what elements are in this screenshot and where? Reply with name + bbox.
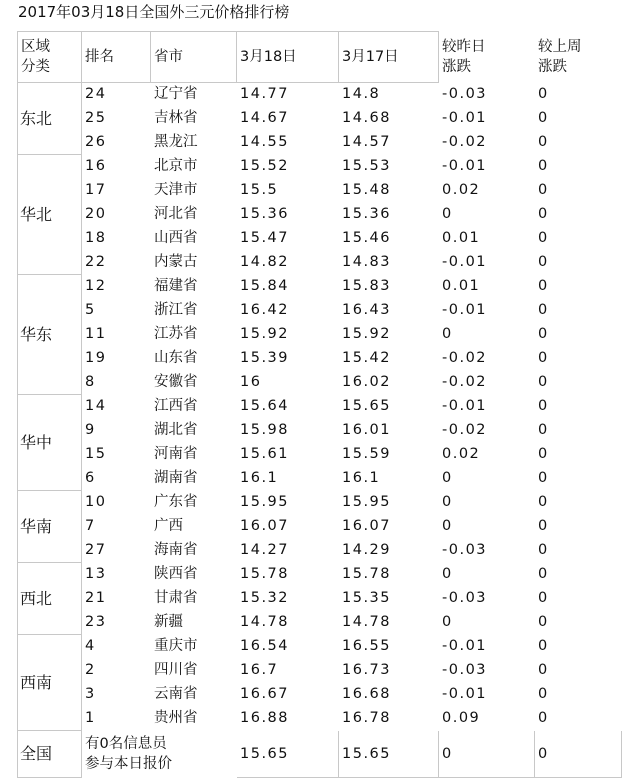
region-cell: 东北: [18, 83, 82, 155]
province-cell: 江苏省: [154, 326, 198, 342]
price-prev-cell: 15.65: [342, 398, 392, 414]
change-day-cell: 0: [442, 518, 453, 534]
region-cell: 西北: [18, 563, 82, 635]
table-body: [18, 83, 622, 731]
table-row: [18, 635, 622, 659]
price-today-cell: 16.07: [240, 518, 290, 534]
price-today-cell: 15.95: [240, 494, 290, 510]
change-week-cell: 0: [538, 230, 549, 246]
rank-cell: 6: [85, 470, 96, 486]
price-prev-cell: 16.02: [342, 374, 392, 390]
rank-cell: 16: [85, 158, 107, 174]
table-row: [18, 155, 622, 179]
region-cell: 华中: [18, 395, 82, 491]
region-cell: 西南: [18, 635, 82, 731]
province-cell: 山东省: [154, 350, 198, 366]
change-week-cell: 0: [538, 446, 549, 462]
header-region: [18, 32, 82, 83]
change-day-cell: -0.03: [442, 542, 488, 558]
table-row: [18, 491, 622, 515]
rank-cell: 5: [85, 302, 96, 318]
change-week-cell: 0: [538, 182, 549, 198]
rank-cell: 9: [85, 422, 96, 438]
change-week-cell: 0: [538, 158, 549, 174]
province-cell: 云南省: [154, 686, 198, 702]
national-change-day: 0: [439, 731, 535, 778]
province-cell: 山西省: [154, 230, 198, 246]
price-prev-cell: 14.57: [342, 134, 392, 150]
province-cell: 重庆市: [154, 638, 198, 654]
rank-cell: 14: [85, 398, 107, 414]
change-day-cell: -0.01: [442, 686, 488, 702]
header-change-day-line1: 较昨日: [442, 39, 486, 55]
rank-cell: 19: [85, 350, 107, 366]
change-week-cell: 0: [538, 86, 549, 102]
change-week-cell: 0: [538, 206, 549, 222]
change-week-cell: 0: [538, 542, 549, 558]
table-row: [18, 131, 622, 155]
rank-cell: 2: [85, 662, 96, 678]
price-prev-cell: 15.46: [342, 230, 392, 246]
province-cell: 陕西省: [154, 566, 198, 582]
table-row: [18, 659, 622, 683]
change-week-cell: 0: [538, 494, 549, 510]
table-row: [18, 563, 622, 587]
price-prev-cell: 16.73: [342, 662, 392, 678]
change-day-cell: -0.02: [442, 350, 488, 366]
table-row: [18, 107, 622, 131]
price-prev-cell: 15.95: [342, 494, 392, 510]
price-today-cell: 15.64: [240, 398, 290, 414]
change-week-cell: 0: [538, 278, 549, 294]
table-row: [18, 83, 622, 107]
price-prev-cell: 15.59: [342, 446, 392, 462]
price-today-cell: 15.61: [240, 446, 290, 462]
table-row: [18, 419, 622, 443]
table-row: [18, 611, 622, 635]
header-change-day: [439, 32, 535, 83]
change-day-cell: -0.01: [442, 302, 488, 318]
rank-cell: 15: [85, 446, 107, 462]
table-row: [18, 371, 622, 395]
province-cell: 贵州省: [154, 710, 198, 726]
price-prev-cell: 16.78: [342, 710, 392, 726]
province-cell: 河北省: [154, 206, 198, 222]
header-row: [18, 32, 622, 83]
price-prev-cell: 16.1: [342, 470, 381, 486]
change-week-cell: 0: [538, 662, 549, 678]
rank-cell: 10: [85, 494, 107, 510]
national-change-week: 0: [535, 731, 622, 778]
province-cell: 湖北省: [154, 422, 198, 438]
change-day-cell: -0.01: [442, 638, 488, 654]
change-week-cell: 0: [538, 614, 549, 630]
province-cell: 广西: [154, 518, 183, 534]
rank-cell: 3: [85, 686, 96, 702]
table-row: [18, 227, 622, 251]
table-row: [18, 203, 622, 227]
price-today-cell: 16.54: [240, 638, 290, 654]
national-note: [82, 731, 237, 778]
province-cell: 浙江省: [154, 302, 198, 318]
rank-cell: 23: [85, 614, 107, 630]
price-today-cell: 14.78: [240, 614, 290, 630]
table-row: [18, 587, 622, 611]
table-row: [18, 539, 622, 563]
province-cell: 广东省: [154, 494, 198, 510]
province-cell: 河南省: [154, 446, 198, 462]
price-prev-cell: 15.83: [342, 278, 392, 294]
price-today-cell: 14.67: [240, 110, 290, 126]
price-prev-cell: 14.68: [342, 110, 392, 126]
table-row: [18, 515, 622, 539]
national-prev: 15.65: [339, 731, 439, 778]
change-day-cell: 0.09: [442, 710, 481, 726]
change-week-cell: 0: [538, 590, 549, 606]
change-day-cell: -0.01: [442, 398, 488, 414]
price-today-cell: 15.98: [240, 422, 290, 438]
change-week-cell: 0: [538, 638, 549, 654]
table-row: [18, 347, 622, 371]
change-day-cell: -0.03: [442, 662, 488, 678]
region-cell: 华南: [18, 491, 82, 563]
province-cell: 黑龙江: [154, 134, 198, 150]
price-prev-cell: 15.48: [342, 182, 392, 198]
province-cell: 安徽省: [154, 374, 198, 390]
price-today-cell: 15.39: [240, 350, 290, 366]
change-day-cell: 0: [442, 470, 453, 486]
price-prev-cell: 15.36: [342, 206, 392, 222]
price-today-cell: 14.55: [240, 134, 290, 150]
rank-cell: 4: [85, 638, 96, 654]
price-prev-cell: 16.43: [342, 302, 392, 318]
rank-cell: 18: [85, 230, 107, 246]
change-week-cell: 0: [538, 518, 549, 534]
price-prev-cell: 14.29: [342, 542, 392, 558]
national-note-line2: 参与本日报价: [85, 756, 172, 772]
header-change-week-line2: 涨跌: [538, 59, 567, 75]
price-today-cell: 14.82: [240, 254, 290, 270]
price-prev-cell: 16.01: [342, 422, 392, 438]
rank-cell: 24: [85, 86, 107, 102]
rank-cell: 12: [85, 278, 107, 294]
price-today-cell: 15.5: [240, 182, 279, 198]
price-today-cell: 16.7: [240, 662, 279, 678]
price-today-cell: 15.78: [240, 566, 290, 582]
price-prev-cell: 15.42: [342, 350, 392, 366]
national-row: [18, 731, 622, 778]
province-cell: 四川省: [154, 662, 198, 678]
province-cell: 吉林省: [154, 110, 198, 126]
table-row: [18, 707, 622, 731]
page-title: 2017年03月18日全国外三元价格排行榜: [18, 3, 290, 21]
change-week-cell: 0: [538, 710, 549, 726]
header-change-week: [535, 32, 622, 83]
table-row: [18, 251, 622, 275]
province-cell: 福建省: [154, 278, 198, 294]
change-day-cell: 0.01: [442, 230, 481, 246]
change-week-cell: 0: [538, 470, 549, 486]
change-day-cell: -0.02: [442, 134, 488, 150]
table-row: [18, 179, 622, 203]
national-today: 15.65: [237, 731, 339, 778]
rank-cell: 22: [85, 254, 107, 270]
table-row: [18, 323, 622, 347]
region-cell: 华北: [18, 155, 82, 275]
price-today-cell: 16.42: [240, 302, 290, 318]
change-day-cell: -0.03: [442, 86, 488, 102]
change-day-cell: 0: [442, 494, 453, 510]
change-day-cell: 0: [442, 566, 453, 582]
rank-cell: 1: [85, 710, 96, 726]
change-week-cell: 0: [538, 398, 549, 414]
change-week-cell: 0: [538, 350, 549, 366]
table-row: [18, 443, 622, 467]
province-cell: 江西省: [154, 398, 198, 414]
price-today-cell: 16: [240, 374, 262, 390]
header-region-line1: 区域: [21, 39, 50, 55]
table-row: [18, 683, 622, 707]
national-note-line1: 有0名信息员: [85, 736, 167, 752]
province-cell: 内蒙古: [154, 254, 198, 270]
rank-cell: 7: [85, 518, 96, 534]
province-cell: 天津市: [154, 182, 198, 198]
price-prev-cell: 14.78: [342, 614, 392, 630]
change-day-cell: 0: [442, 326, 453, 342]
rank-cell: 25: [85, 110, 107, 126]
price-prev-cell: 16.07: [342, 518, 392, 534]
table-row: [18, 275, 622, 299]
price-prev-cell: 15.78: [342, 566, 392, 582]
table-row: [18, 299, 622, 323]
rank-cell: 8: [85, 374, 96, 390]
change-day-cell: 0: [442, 614, 453, 630]
change-week-cell: 0: [538, 566, 549, 582]
header-change-day-line2: 涨跌: [442, 59, 471, 75]
header-province: 省市: [151, 32, 237, 83]
price-today-cell: 15.32: [240, 590, 290, 606]
price-prev-cell: 15.53: [342, 158, 392, 174]
change-day-cell: -0.01: [442, 110, 488, 126]
table-row: [18, 395, 622, 419]
price-prev-cell: 15.92: [342, 326, 392, 342]
change-week-cell: 0: [538, 686, 549, 702]
header-region-line2: 分类: [21, 59, 50, 75]
price-today-cell: 16.67: [240, 686, 290, 702]
change-week-cell: 0: [538, 326, 549, 342]
header-date-today: 3月18日: [237, 32, 339, 83]
rank-cell: 27: [85, 542, 107, 558]
price-prev-cell: 16.55: [342, 638, 392, 654]
change-week-cell: 0: [538, 254, 549, 270]
header-change-week-line1: 较上周: [538, 39, 582, 55]
change-day-cell: -0.02: [442, 374, 488, 390]
price-today-cell: 14.27: [240, 542, 290, 558]
rank-cell: 11: [85, 326, 107, 342]
province-cell: 海南省: [154, 542, 198, 558]
rank-cell: 13: [85, 566, 107, 582]
change-week-cell: 0: [538, 422, 549, 438]
table-row: [18, 467, 622, 491]
change-day-cell: -0.02: [442, 422, 488, 438]
province-cell: 新疆: [154, 614, 183, 630]
price-prev-cell: 15.35: [342, 590, 392, 606]
change-week-cell: 0: [538, 374, 549, 390]
change-day-cell: 0.02: [442, 446, 481, 462]
price-prev-cell: 16.68: [342, 686, 392, 702]
change-day-cell: 0.02: [442, 182, 481, 198]
change-day-cell: 0.01: [442, 278, 481, 294]
rank-cell: 21: [85, 590, 107, 606]
province-cell: 甘肃省: [154, 590, 198, 606]
price-prev-cell: 14.83: [342, 254, 392, 270]
province-cell: 湖南省: [154, 470, 198, 486]
change-day-cell: -0.01: [442, 158, 488, 174]
province-cell: 北京市: [154, 158, 198, 174]
province-cell: 辽宁省: [154, 86, 198, 102]
rank-cell: 17: [85, 182, 107, 198]
header-rank: 排名: [82, 32, 151, 83]
change-day-cell: -0.03: [442, 590, 488, 606]
price-today-cell: 15.92: [240, 326, 290, 342]
change-week-cell: 0: [538, 302, 549, 318]
price-prev-cell: 14.8: [342, 86, 381, 102]
change-day-cell: 0: [442, 206, 453, 222]
rank-cell: 26: [85, 134, 107, 150]
header-date-prev: 3月17日: [339, 32, 439, 83]
national-region: 全国: [18, 731, 82, 778]
price-today-cell: 14.77: [240, 86, 290, 102]
price-today-cell: 15.52: [240, 158, 290, 174]
price-today-cell: 15.84: [240, 278, 290, 294]
price-today-cell: 16.1: [240, 470, 279, 486]
rank-cell: 20: [85, 206, 107, 222]
price-today-cell: 16.88: [240, 710, 290, 726]
region-cell: 华东: [18, 275, 82, 395]
price-today-cell: 15.36: [240, 206, 290, 222]
change-day-cell: -0.01: [442, 254, 488, 270]
change-week-cell: 0: [538, 110, 549, 126]
price-ranking-table: [17, 31, 622, 778]
price-today-cell: 15.47: [240, 230, 290, 246]
change-week-cell: 0: [538, 134, 549, 150]
